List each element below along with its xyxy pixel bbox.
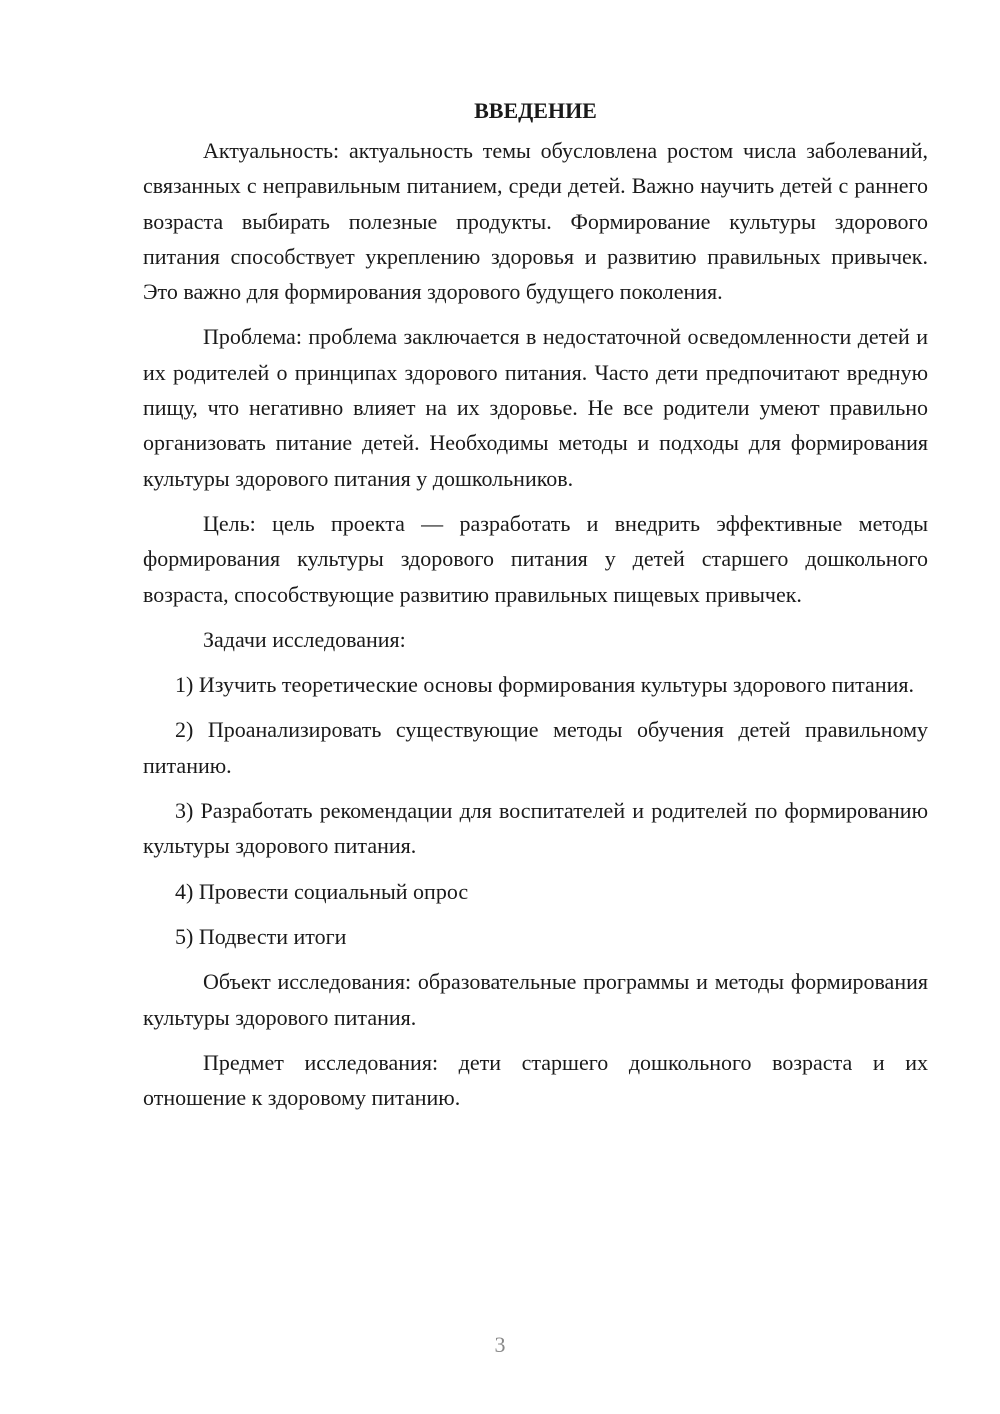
page-number: 3 xyxy=(494,1332,506,1357)
task-item xyxy=(143,667,928,702)
problem-paragraph xyxy=(143,319,928,495)
section-title: ВВЕДЕНИЕ xyxy=(474,98,597,123)
tasks-heading: Задачи исследования: xyxy=(203,626,406,652)
relevance-line: заболеваний, связанных с неправильным питанием, среди детей. Важно xyxy=(143,138,928,199)
problem-line: осведомленности детей и их родителей о принципах здорового питания. xyxy=(143,324,929,385)
task-line: 1) Изучить теоретические основы формирования культуры здорового xyxy=(175,672,827,698)
task-line: 2) Проанализировать существующие методы обучения детей xyxy=(175,717,791,743)
task-item xyxy=(143,919,928,954)
relevance-line: научить детей с раннего возраста выбирать полезные продукты. xyxy=(143,173,928,234)
problem-line: Проблема: проблема заключается в недостаточной xyxy=(203,324,682,350)
problem-line: Часто дети предпочитают вредную пищу, что негативно влияет на их xyxy=(143,359,929,421)
goal-paragraph xyxy=(143,506,928,612)
relevance-line: здоровья и развитию правильных привычек. Это важно для xyxy=(143,243,928,305)
task-line: правильному питанию. xyxy=(143,717,928,778)
subject-paragraph xyxy=(143,1045,928,1116)
document-body xyxy=(143,96,928,1125)
relevance-paragraph xyxy=(143,133,928,309)
task-line: 3) Разработать рекомендации для воспитателей и родителей по xyxy=(175,798,778,824)
object-line: формирования культуры здорового питания. xyxy=(143,969,928,1030)
task-item xyxy=(143,874,928,909)
task-item xyxy=(143,793,928,864)
goal-line: формирования культуры здорового питания у детей старшего xyxy=(143,546,789,572)
task-line: формированию культуры здорового питания. xyxy=(143,798,929,859)
problem-line: Необходимы методы и подходы для формирования культуры здорового xyxy=(143,430,929,491)
relevance-line: формирования здорового будущего поколения. xyxy=(284,279,723,305)
goal-line: дошкольного возраста, способствующие развитию правильных пищевых xyxy=(143,546,928,607)
subject-line: отношение к здоровому питанию. xyxy=(143,1085,461,1111)
problem-line: питания у дошкольников. xyxy=(333,465,574,491)
task-line: питания. xyxy=(831,672,914,698)
task-line: 5) Подвести итоги xyxy=(175,923,347,949)
goal-line: Цель: цель проекта — разработать и внедрить эффективные методы xyxy=(203,510,928,536)
relevance-line: Актуальность: актуальность темы обусловлена ростом числа xyxy=(203,138,797,163)
object-line: Объект исследования: образовательные программы и методы xyxy=(203,969,785,995)
object-paragraph xyxy=(143,964,928,1035)
subject-line: Предмет исследования: дети старшего дошкольного возраста и их xyxy=(203,1049,928,1075)
task-line: 4) Провести социальный опрос xyxy=(175,878,469,904)
goal-line: привычек. xyxy=(705,581,802,607)
task-item xyxy=(143,712,928,783)
relevance-line: Формирование культуры здорового питания способствует укреплению xyxy=(143,208,928,269)
problem-line: здоровье. Не все родители умеют правильно организовать питание детей. xyxy=(143,395,928,456)
